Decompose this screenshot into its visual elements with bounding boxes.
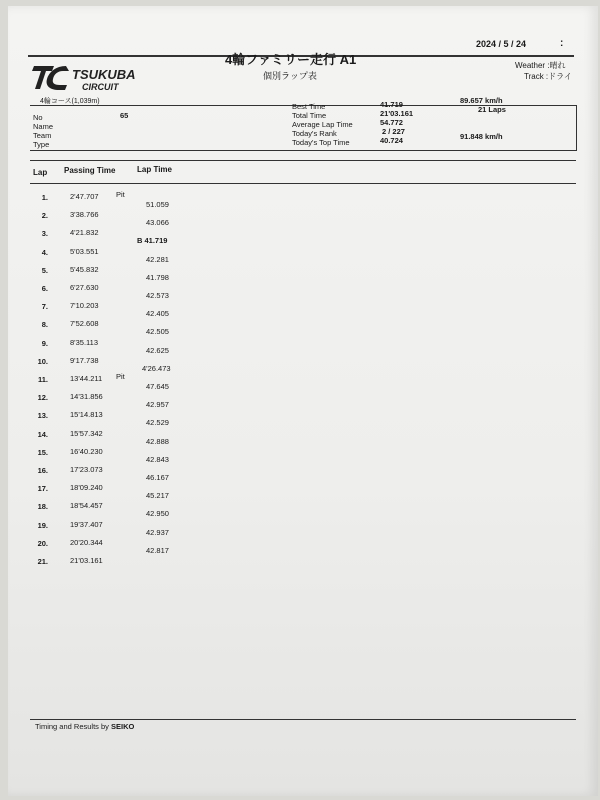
- passing-time: 7'10.203: [70, 301, 99, 311]
- passing-time: 3'38.766: [70, 210, 99, 220]
- lap-number: 18.: [37, 502, 48, 512]
- passing-time: 17'23.073: [70, 465, 103, 474]
- lap-number: 9.: [41, 338, 48, 348]
- course-name: 4輪コース(1,039m): [40, 98, 100, 105]
- svg-text:CIRCUIT: CIRCUIT: [82, 82, 119, 92]
- lap-time: 42.957: [146, 400, 169, 410]
- lap-number: 14.: [37, 429, 48, 439]
- lap-time: 43.066: [146, 218, 169, 228]
- lap-time: 42.937: [146, 527, 169, 537]
- label-top-time: Today's Top Time: [292, 138, 350, 147]
- lap-time: 46.167: [146, 473, 169, 482]
- passing-time: 6'27.630: [70, 283, 99, 292]
- page-subtitle: 個別ラップ表: [263, 71, 317, 81]
- passing-time: 15'57.342: [70, 428, 103, 438]
- lap-number: 21.: [37, 557, 48, 566]
- lap-time: B 41.719: [137, 236, 168, 246]
- lap-time: 4'26.473: [142, 363, 171, 373]
- svg-text:TSUKUBA: TSUKUBA: [72, 67, 136, 82]
- lap-time: 42.817: [146, 545, 169, 555]
- lap-number: 4.: [41, 247, 48, 257]
- passing-time: 18'54.457: [70, 501, 103, 511]
- weather-info: Weather :晴れ: [515, 61, 566, 70]
- value-total-time: 21'03.161: [380, 109, 414, 118]
- label-no: No: [33, 113, 43, 122]
- lap-number: 16.: [37, 466, 48, 475]
- passing-time: 9'17.738: [70, 355, 99, 365]
- lap-number: 5.: [41, 265, 48, 275]
- passing-time: 20'20.344: [70, 537, 103, 547]
- lap-time: 42.529: [146, 418, 169, 428]
- lap-time: 51.059: [146, 200, 169, 209]
- lap-number: 1.: [41, 193, 48, 202]
- column-lap: Lap: [33, 168, 48, 177]
- lap-number: 19.: [37, 520, 48, 530]
- tsukuba-circuit-logo: [32, 62, 162, 92]
- lap-number: 11.: [37, 375, 48, 384]
- lap-number: 7.: [41, 302, 48, 312]
- lap-time: 42.281: [146, 254, 169, 264]
- value-rank: 2 / 227: [382, 127, 405, 136]
- lap-time: 42.625: [146, 345, 169, 355]
- top-speed: 91.848 km/h: [460, 132, 503, 141]
- pit-note: Pit: [116, 190, 125, 199]
- passing-time: 18'09.240: [70, 483, 103, 493]
- passing-time: 2'47.707: [70, 192, 99, 201]
- lap-number: 12.: [37, 393, 48, 403]
- page-title: 4輪ファミリー走行 A1: [225, 52, 357, 67]
- lap-number: 17.: [37, 484, 48, 494]
- passing-time: 5'03.551: [70, 246, 99, 256]
- passing-time: 13'44.211: [70, 374, 103, 383]
- passing-time: 5'45.832: [70, 264, 99, 274]
- lap-time: 45.217: [146, 491, 169, 501]
- car-number: 65: [120, 111, 129, 120]
- label-rank: Today's Rank: [292, 129, 337, 138]
- tc-logo-icon: [32, 62, 162, 92]
- label-average: Average Lap Time: [292, 120, 353, 129]
- lap-time: 42.505: [146, 327, 169, 337]
- column-passing-time: Passing Time: [64, 166, 116, 175]
- lap-time: 47.645: [146, 382, 169, 391]
- session-date: 2024 / 5 / 24: [476, 39, 527, 49]
- track-condition: Track :ドライ: [524, 72, 572, 81]
- passing-time: 19'37.407: [70, 519, 103, 529]
- footer-rule: [30, 719, 576, 720]
- passing-time: 16'40.230: [70, 446, 103, 456]
- best-speed: 89.657 km/h: [460, 96, 503, 105]
- label-best-time: Best Time: [292, 102, 326, 111]
- passing-time: 7'52.608: [70, 319, 99, 329]
- label-name: Name: [33, 122, 54, 131]
- label-total-time: Total Time: [292, 111, 327, 120]
- passing-time: 21'03.161: [70, 556, 103, 565]
- date-suffix: :: [560, 38, 564, 49]
- lap-number: 2.: [41, 211, 48, 221]
- passing-time: 4'21.832: [70, 228, 99, 238]
- passing-time: 8'35.113: [70, 337, 98, 347]
- lap-time: 42.888: [146, 436, 169, 446]
- lap-time: 42.405: [146, 309, 169, 319]
- lap-time: 42.843: [146, 454, 169, 464]
- lap-number: 8.: [41, 320, 48, 330]
- lap-number: 13.: [37, 411, 48, 421]
- value-top-time: 40.724: [380, 136, 403, 145]
- lap-number: 3.: [41, 229, 48, 239]
- lap-number: 20.: [37, 538, 48, 548]
- laps-count: 21 Laps: [478, 105, 506, 114]
- lap-time: 42.950: [146, 509, 169, 519]
- label-type: Type: [33, 140, 50, 149]
- seiko-brand: SEIKO: [111, 722, 135, 731]
- passing-time: 14'31.856: [70, 392, 103, 402]
- lap-time: 41.798: [146, 272, 169, 282]
- value-average: 54.772: [380, 118, 403, 127]
- label-team: Team: [33, 131, 52, 140]
- passing-time: 15'14.813: [70, 410, 103, 420]
- lap-number: 6.: [41, 284, 48, 293]
- footer-prefix: Timing and Results by: [35, 722, 112, 731]
- lap-time: 42.573: [146, 291, 169, 300]
- pit-note: Pit: [116, 372, 125, 381]
- lap-number: 10.: [37, 356, 48, 366]
- column-lap-time: Lap Time: [137, 165, 172, 174]
- footer-credit: [35, 722, 134, 731]
- value-best-time: 41.719: [380, 100, 403, 109]
- lap-number: 15.: [37, 447, 48, 457]
